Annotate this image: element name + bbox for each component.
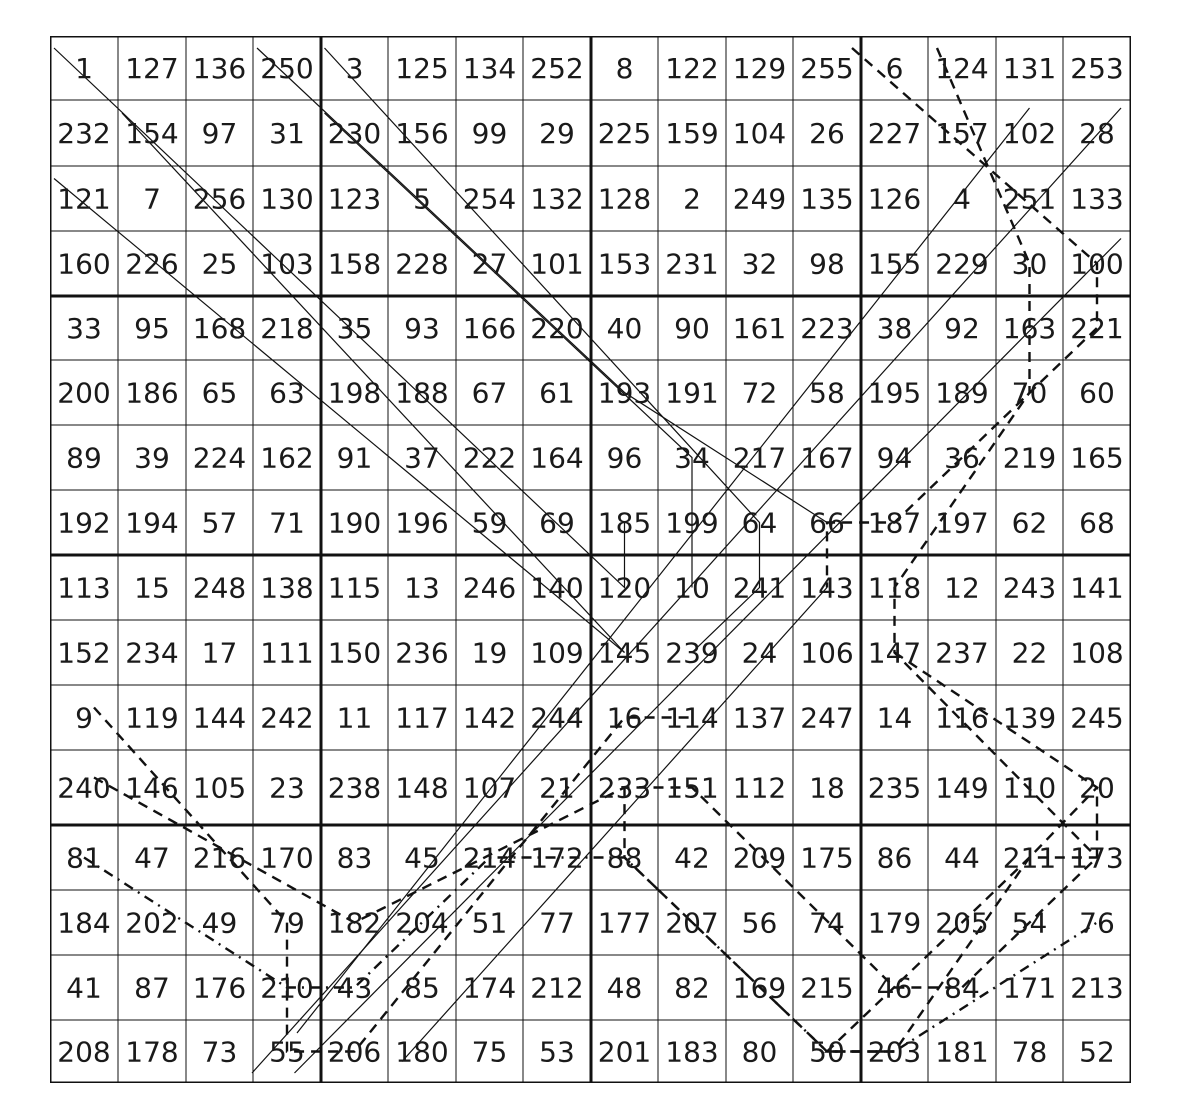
cell-number: 50 — [809, 1035, 845, 1069]
cell-number: 127 — [125, 52, 179, 85]
cell-number: 39 — [134, 441, 170, 475]
cell-number: 8 — [615, 52, 634, 85]
cell-number: 95 — [134, 312, 170, 345]
cell-number: 185 — [597, 506, 652, 540]
cell-number: 146 — [125, 771, 179, 805]
cell-number: 142 — [462, 701, 517, 735]
cell-number: 80 — [741, 1035, 778, 1069]
cell-number: 163 — [1002, 312, 1057, 345]
cell-number: 183 — [665, 1035, 719, 1069]
cell-number: 236 — [395, 636, 449, 670]
cell-number: 242 — [260, 701, 314, 735]
cell-number: 160 — [57, 247, 111, 281]
cell-number: 159 — [665, 117, 719, 150]
cell-number: 108 — [1070, 636, 1124, 670]
cell-number: 109 — [530, 636, 584, 670]
cell-number: 246 — [462, 571, 517, 605]
cell-number: 54 — [1011, 906, 1048, 940]
cell-number: 63 — [269, 376, 305, 410]
cell-number: 187 — [867, 506, 922, 540]
cell-number: 151 — [665, 771, 719, 805]
cell-number: 149 — [935, 771, 989, 805]
cell-number: 38 — [876, 312, 913, 345]
cell-number: 10 — [674, 571, 710, 605]
cell-number: 29 — [539, 117, 575, 150]
cell-number: 202 — [125, 906, 179, 940]
cell-number: 85 — [404, 971, 440, 1005]
cell-number: 105 — [192, 771, 247, 805]
cell-number: 165 — [1070, 441, 1124, 475]
cell-number: 169 — [732, 971, 787, 1005]
cell-number: 224 — [192, 441, 247, 475]
cell-number: 65 — [201, 376, 238, 410]
cell-number: 247 — [800, 701, 854, 735]
cell-number: 84 — [944, 971, 980, 1005]
cell-number: 110 — [1002, 771, 1057, 805]
cell-number: 81 — [66, 841, 102, 875]
cell-number: 143 — [800, 571, 854, 605]
cell-number: 194 — [125, 506, 179, 540]
cell-number: 177 — [597, 906, 652, 940]
cell-number: 76 — [1079, 906, 1115, 940]
cell-number: 56 — [741, 906, 778, 940]
cell-number: 33 — [66, 312, 102, 345]
cell-number: 243 — [1002, 571, 1057, 605]
cell-number: 21 — [539, 771, 575, 805]
cell-number: 136 — [192, 52, 247, 85]
cell-number: 9 — [75, 701, 93, 735]
cell-number: 59 — [471, 506, 508, 540]
cell-number: 96 — [606, 441, 643, 475]
cell-number: 94 — [876, 441, 913, 475]
cell-number: 181 — [935, 1035, 989, 1069]
cell-number: 126 — [867, 182, 922, 216]
cell-number: 204 — [395, 906, 449, 940]
cell-number: 240 — [57, 771, 111, 805]
cell-number: 16 — [606, 701, 643, 735]
cell-number: 45 — [404, 841, 440, 875]
cell-number: 148 — [395, 771, 449, 805]
cell-number: 188 — [395, 376, 449, 410]
cell-number: 20 — [1079, 771, 1115, 805]
cell-number: 122 — [665, 52, 719, 85]
cell-number: 201 — [597, 1035, 652, 1069]
cell-number: 58 — [809, 376, 845, 410]
cell-number: 213 — [1070, 971, 1124, 1005]
cell-number: 138 — [260, 571, 314, 605]
cell-number: 125 — [395, 52, 449, 85]
cell-number: 77 — [539, 906, 575, 940]
cell-number: 107 — [462, 771, 517, 805]
cell-number: 153 — [597, 247, 652, 281]
cell-number: 250 — [260, 52, 314, 85]
cell-number: 198 — [327, 376, 382, 410]
cell-number: 179 — [867, 906, 922, 940]
magic-square-diagram — [50, 36, 1131, 1083]
magic-square-grid — [50, 36, 1131, 1083]
cell-number: 48 — [606, 971, 643, 1005]
cell-number: 218 — [260, 312, 314, 345]
cell-number: 150 — [327, 636, 382, 670]
cell-number: 44 — [944, 841, 980, 875]
cell-number: 192 — [57, 506, 111, 540]
cell-number: 152 — [57, 636, 111, 670]
cell-number: 46 — [876, 971, 913, 1005]
cell-number: 114 — [665, 701, 719, 735]
cell-number: 120 — [597, 571, 652, 605]
cell-number: 162 — [260, 441, 314, 475]
cell-number: 118 — [867, 571, 922, 605]
cell-number: 25 — [201, 247, 238, 281]
cell-number: 203 — [867, 1035, 922, 1069]
cell-number: 171 — [1002, 971, 1057, 1005]
cell-number: 79 — [269, 906, 305, 940]
cell-number: 166 — [462, 312, 517, 345]
cell-number: 253 — [1070, 52, 1124, 85]
cell-number: 86 — [876, 841, 913, 875]
cell-number: 237 — [935, 636, 989, 670]
cell-number: 17 — [201, 636, 238, 670]
cell-number: 256 — [192, 182, 247, 216]
cell-number: 173 — [1070, 841, 1124, 875]
cell-number: 252 — [530, 52, 584, 85]
cell-number: 182 — [327, 906, 382, 940]
cell-number: 78 — [1011, 1035, 1048, 1069]
cell-number: 130 — [260, 182, 314, 216]
cell-number: 141 — [1070, 571, 1124, 605]
cell-number: 255 — [800, 52, 854, 85]
cell-number: 144 — [192, 701, 247, 735]
cell-number: 30 — [1011, 247, 1048, 281]
cell-number: 208 — [57, 1035, 111, 1069]
cell-number: 176 — [192, 971, 247, 1005]
cell-number: 197 — [935, 506, 989, 540]
cell-number: 43 — [336, 971, 373, 1005]
cell-number: 11 — [336, 701, 373, 735]
cell-number: 104 — [732, 117, 787, 150]
cell-number: 241 — [732, 571, 787, 605]
cell-number: 133 — [1070, 182, 1124, 216]
cell-number: 206 — [327, 1035, 382, 1069]
cell-number: 249 — [732, 182, 787, 216]
cell-number: 135 — [800, 182, 854, 216]
cell-number: 251 — [1002, 182, 1057, 216]
cell-number: 98 — [809, 247, 845, 281]
cell-number: 215 — [800, 971, 854, 1005]
cell-number: 239 — [665, 636, 719, 670]
cell-number: 82 — [674, 971, 710, 1005]
cell-number: 207 — [665, 906, 719, 940]
cell-number: 223 — [800, 312, 854, 345]
cell-number: 111 — [260, 636, 314, 670]
cell-number: 232 — [57, 117, 111, 150]
cell-number: 129 — [732, 52, 787, 85]
cell-number: 189 — [935, 376, 989, 410]
cell-number: 49 — [201, 906, 238, 940]
cell-number: 244 — [530, 701, 584, 735]
cell-number: 88 — [606, 841, 643, 875]
cell-number: 221 — [1070, 312, 1124, 345]
cell-number: 116 — [935, 701, 989, 735]
cell-number: 70 — [1011, 376, 1048, 410]
cell-number: 220 — [530, 312, 584, 345]
cell-number: 60 — [1079, 376, 1115, 410]
cell-number: 119 — [125, 701, 179, 735]
cell-number: 156 — [395, 117, 449, 150]
cell-number: 1 — [75, 52, 93, 85]
cell-number: 103 — [260, 247, 314, 281]
cell-number: 172 — [530, 841, 584, 875]
cell-number: 99 — [471, 117, 508, 150]
cell-number: 90 — [674, 312, 710, 345]
cell-number: 140 — [530, 571, 584, 605]
cell-number: 254 — [462, 182, 517, 216]
cell-number: 222 — [462, 441, 517, 475]
cell-number: 121 — [57, 182, 111, 216]
cell-number: 57 — [201, 506, 238, 540]
cell-number: 71 — [269, 506, 305, 540]
cell-number: 139 — [1002, 701, 1057, 735]
cell-number: 128 — [597, 182, 652, 216]
cell-number: 117 — [395, 701, 449, 735]
cell-number: 6 — [885, 52, 904, 85]
cell-number: 40 — [606, 312, 643, 345]
cell-number: 100 — [1070, 247, 1124, 281]
cell-number: 61 — [539, 376, 575, 410]
cell-number: 115 — [327, 571, 382, 605]
cell-number: 233 — [597, 771, 652, 805]
cell-number: 155 — [867, 247, 922, 281]
cell-number: 67 — [471, 376, 508, 410]
cell-number: 42 — [674, 841, 710, 875]
cell-number: 72 — [741, 376, 778, 410]
cell-number: 145 — [597, 636, 652, 670]
cell-number: 3 — [345, 52, 364, 85]
cell-number: 190 — [327, 506, 382, 540]
cell-number: 35 — [336, 312, 373, 345]
cell-number: 248 — [192, 571, 247, 605]
cell-number: 97 — [201, 117, 238, 150]
cell-number: 36 — [944, 441, 980, 475]
cell-number: 4 — [953, 182, 971, 216]
cell-number: 15 — [134, 571, 170, 605]
cell-number: 124 — [935, 52, 989, 85]
cell-number: 74 — [809, 906, 845, 940]
cell-number: 123 — [327, 182, 382, 216]
cell-number: 193 — [597, 376, 652, 410]
cell-number: 191 — [665, 376, 719, 410]
cell-number: 18 — [809, 771, 845, 805]
cell-number: 28 — [1079, 117, 1115, 150]
cell-number: 147 — [867, 636, 922, 670]
cell-number: 41 — [66, 971, 102, 1005]
cell-number: 199 — [665, 506, 719, 540]
cell-number: 2 — [683, 182, 701, 216]
cell-number: 231 — [665, 247, 719, 281]
dashed-path — [94, 708, 692, 1052]
cell-number: 92 — [944, 312, 980, 345]
cell-number: 5 — [413, 182, 431, 216]
dashed-path — [94, 778, 1097, 988]
cell-number: 83 — [336, 841, 373, 875]
cell-number: 168 — [192, 312, 247, 345]
cell-number: 180 — [395, 1035, 449, 1069]
cell-number: 235 — [867, 771, 922, 805]
cell-number: 32 — [741, 247, 778, 281]
cell-number: 164 — [530, 441, 584, 475]
cell-number: 238 — [327, 771, 382, 805]
cell-number: 170 — [260, 841, 314, 875]
cell-number: 12 — [944, 571, 980, 605]
cell-number: 212 — [530, 971, 584, 1005]
cell-number: 134 — [462, 52, 517, 85]
cell-number: 132 — [530, 182, 584, 216]
cell-number: 91 — [336, 441, 373, 475]
cell-number: 175 — [800, 841, 854, 875]
cell-number: 66 — [809, 506, 845, 540]
cell-number: 62 — [1011, 506, 1048, 540]
cell-number: 161 — [732, 312, 787, 345]
cell-number: 167 — [800, 441, 854, 475]
cell-number: 226 — [125, 247, 179, 281]
cell-number: 158 — [327, 247, 382, 281]
cell-number: 154 — [125, 117, 179, 150]
cell-number: 31 — [269, 117, 305, 150]
cell-number: 22 — [1011, 636, 1048, 670]
cell-number: 52 — [1079, 1035, 1115, 1069]
cell-number: 174 — [462, 971, 517, 1005]
cell-number: 14 — [876, 701, 913, 735]
cell-number: 230 — [327, 117, 382, 150]
cell-number: 87 — [134, 971, 170, 1005]
cell-number: 102 — [1002, 117, 1057, 150]
cell-number: 51 — [471, 906, 508, 940]
cell-number: 200 — [57, 376, 111, 410]
cell-number: 228 — [395, 247, 449, 281]
cell-number: 23 — [269, 771, 305, 805]
cell-number: 186 — [125, 376, 179, 410]
cell-number: 227 — [867, 117, 922, 150]
cell-number: 214 — [462, 841, 517, 875]
cell-number: 195 — [867, 376, 922, 410]
cell-number: 225 — [597, 117, 652, 150]
cell-number: 26 — [809, 117, 845, 150]
cell-number: 55 — [269, 1035, 305, 1069]
cell-number: 89 — [66, 441, 102, 475]
cell-number: 27 — [471, 247, 508, 281]
cell-number: 157 — [935, 117, 989, 150]
cell-number: 205 — [935, 906, 989, 940]
cell-number: 75 — [471, 1035, 508, 1069]
cell-number: 53 — [539, 1035, 575, 1069]
cell-number: 68 — [1079, 506, 1115, 540]
cell-number: 209 — [732, 841, 787, 875]
cell-number: 211 — [1002, 841, 1057, 875]
cell-number: 24 — [741, 636, 778, 670]
cell-number: 69 — [539, 506, 575, 540]
cell-number: 113 — [57, 571, 111, 605]
cell-number: 178 — [125, 1035, 179, 1069]
cell-number: 196 — [395, 506, 449, 540]
cell-number: 210 — [260, 971, 314, 1005]
cell-number: 131 — [1002, 52, 1057, 85]
cell-number: 184 — [57, 906, 111, 940]
cell-number: 217 — [732, 441, 787, 475]
cell-number: 245 — [1070, 701, 1124, 735]
cell-number: 37 — [404, 441, 440, 475]
cell-number: 229 — [935, 247, 989, 281]
cell-number: 137 — [732, 701, 787, 735]
cell-number: 34 — [674, 441, 710, 475]
cell-number: 219 — [1002, 441, 1057, 475]
cell-number: 234 — [125, 636, 179, 670]
cell-number: 7 — [143, 182, 161, 216]
cell-number: 216 — [192, 841, 247, 875]
cell-number: 73 — [201, 1035, 238, 1069]
cell-number: 64 — [741, 506, 778, 540]
cell-number: 106 — [800, 636, 854, 670]
cell-number: 13 — [404, 571, 440, 605]
cell-number: 101 — [530, 247, 584, 281]
cell-number: 19 — [471, 636, 508, 670]
cell-number: 112 — [732, 771, 787, 805]
cell-number: 47 — [134, 841, 170, 875]
cell-number: 93 — [404, 312, 440, 345]
